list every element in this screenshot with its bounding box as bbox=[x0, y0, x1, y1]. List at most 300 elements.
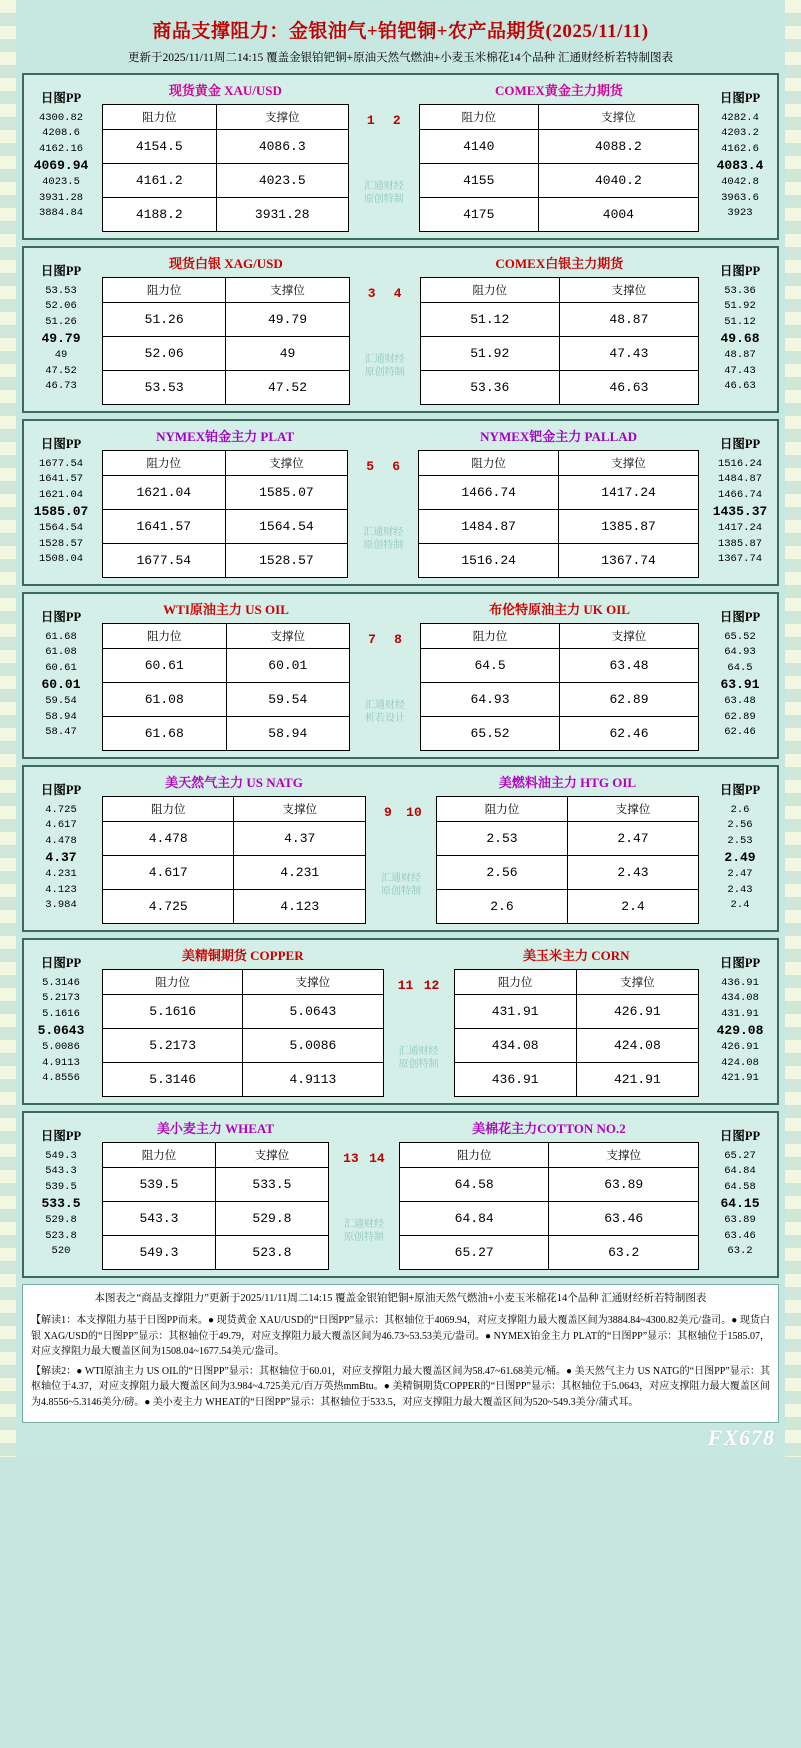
right-0-pp-value: 4282.4 bbox=[721, 111, 759, 124]
left-1-panel bbox=[98, 248, 354, 411]
right-1-support-value: 47.43 bbox=[559, 337, 698, 371]
left-4-pp-value: 4.478 bbox=[45, 834, 77, 847]
left-3-resistance-value: 61.68 bbox=[103, 717, 227, 751]
right-0-pp-value: 3963.6 bbox=[721, 191, 759, 204]
left-6-resistance-value: 539.5 bbox=[103, 1168, 216, 1202]
right-3-pp-value: 65.52 bbox=[724, 630, 756, 643]
left-2-resistance-header: 阻力位 bbox=[103, 451, 226, 476]
right-4-support-value: 2.43 bbox=[567, 856, 698, 890]
right-5-support-value: 426.91 bbox=[576, 995, 698, 1029]
right-3-panel bbox=[416, 594, 703, 757]
right-4-pp-value: 2.53 bbox=[727, 834, 753, 847]
left-3-support-value: 60.01 bbox=[226, 649, 350, 683]
brand-watermark: FX678 bbox=[707, 1425, 775, 1451]
right-5-support-value: 424.08 bbox=[576, 1029, 698, 1063]
right-5-pp-value: 424.08 bbox=[721, 1056, 759, 1069]
left-3-title: WTI原油主力 US OIL bbox=[163, 602, 289, 617]
right-6-panel bbox=[395, 1113, 703, 1276]
right-4-resistance-value: 2.6 bbox=[436, 890, 567, 924]
left-4-support-value: 4.123 bbox=[234, 890, 365, 924]
left-1-pp-value: 53.53 bbox=[45, 284, 77, 297]
table-row bbox=[103, 683, 350, 717]
left-6-pp-value: 529.8 bbox=[45, 1214, 77, 1227]
right-3-pp-value: 64.93 bbox=[724, 646, 756, 659]
left-2-table bbox=[102, 450, 348, 578]
left-1-resistance-value: 51.26 bbox=[103, 303, 226, 337]
mid-index-column-4 bbox=[370, 767, 432, 930]
table-row bbox=[103, 1029, 384, 1063]
left-5-support-value: 5.0086 bbox=[243, 1029, 383, 1063]
right-4-pp-value: 2.49 bbox=[724, 850, 756, 866]
filmstrip-left-edge bbox=[0, 0, 16, 1457]
right-1-pp-column bbox=[703, 248, 777, 411]
left-2-support-header: 支撑位 bbox=[225, 451, 348, 476]
right-1-resistance-value: 53.36 bbox=[420, 371, 559, 405]
left-0-resistance-value: 4161.2 bbox=[103, 164, 217, 198]
left-6-resistance-value: 543.3 bbox=[103, 1202, 216, 1236]
left-1-resistance-value: 53.53 bbox=[103, 371, 226, 405]
left-3-resistance-value: 60.61 bbox=[103, 649, 227, 683]
right-4-pp-value: 2.47 bbox=[727, 868, 753, 881]
left-5-pp-label: 日图PP bbox=[40, 955, 82, 970]
left-5-pp-value: 5.0086 bbox=[42, 1041, 80, 1054]
table-row bbox=[420, 337, 698, 371]
table-row bbox=[399, 1202, 698, 1236]
left-0-pp-column bbox=[24, 75, 98, 238]
table-row bbox=[399, 1168, 698, 1202]
left-0-pp-value: 4162.16 bbox=[38, 142, 84, 155]
table-row bbox=[103, 890, 366, 924]
left-1-support-value: 47.52 bbox=[226, 371, 349, 405]
mid-index-column-5 bbox=[388, 940, 450, 1103]
left-0-title: 现货黄金 XAU/USD bbox=[168, 83, 282, 98]
right-5-panel bbox=[450, 940, 703, 1103]
left-3-pp-value: 58.94 bbox=[45, 710, 77, 723]
left-4-resistance-value: 4.617 bbox=[103, 856, 234, 890]
left-4-support-value: 4.37 bbox=[234, 822, 365, 856]
left-0-pp-value: 4069.94 bbox=[33, 158, 89, 174]
right-6-pp-value: 63.2 bbox=[727, 1245, 753, 1258]
left-1-pp-value: 47.52 bbox=[45, 364, 77, 377]
right-0-support-header: 支撑位 bbox=[538, 105, 698, 130]
right-5-pp-value: 436.91 bbox=[721, 976, 759, 989]
right-4-table bbox=[436, 796, 699, 924]
table-row bbox=[436, 856, 698, 890]
right-3-pp-value: 64.5 bbox=[727, 661, 753, 674]
right-0-resistance-value: 4140 bbox=[419, 130, 538, 164]
left-6-support-value: 523.8 bbox=[215, 1236, 328, 1270]
left-6-pp-value: 533.5 bbox=[41, 1196, 81, 1212]
left-0-resistance-header: 阻力位 bbox=[103, 105, 217, 130]
right-6-resistance-value: 64.84 bbox=[399, 1202, 549, 1236]
right-4-resistance-header: 阻力位 bbox=[436, 797, 567, 822]
left-3-pp-column bbox=[24, 594, 98, 757]
right-5-title: 美玉米主力 CORN bbox=[523, 948, 630, 963]
mid-index-column-2 bbox=[352, 421, 414, 584]
notes-panel bbox=[22, 1284, 779, 1423]
table-row bbox=[454, 995, 698, 1029]
left-0-resistance-value: 4188.2 bbox=[103, 198, 217, 232]
right-5-resistance-value: 436.91 bbox=[454, 1063, 576, 1097]
table-row bbox=[421, 649, 699, 683]
left-1-pp-value: 51.26 bbox=[45, 315, 77, 328]
center-watermark: 汇通财经 原创特制 bbox=[363, 526, 404, 551]
left-4-resistance-value: 4.725 bbox=[103, 890, 234, 924]
left-2-resistance-value: 1641.57 bbox=[103, 510, 226, 544]
right-1-pp-value: 48.87 bbox=[724, 349, 756, 362]
instrument-block bbox=[22, 73, 779, 240]
left-2-pp-value: 1564.54 bbox=[38, 522, 84, 535]
left-0-pp-value: 3884.84 bbox=[38, 207, 84, 220]
left-4-panel bbox=[98, 767, 370, 930]
right-6-support-value: 63.46 bbox=[549, 1202, 699, 1236]
left-0-support-value: 4023.5 bbox=[216, 164, 348, 198]
left-4-pp-value: 4.123 bbox=[45, 883, 77, 896]
notes-header: 本图表之“商品支撑阻力”更新于2025/11/11周二14:15 覆盖金银铂钯铜+原油天然气燃油+小麦玉米棉花14个品种 汇通财经析若特制图表 bbox=[94, 1293, 707, 1304]
blocks-container bbox=[16, 73, 785, 1278]
left-0-panel bbox=[98, 75, 353, 238]
block-index: 13 bbox=[343, 1150, 359, 1166]
left-5-support-header: 支撑位 bbox=[243, 970, 383, 995]
left-2-title: NYMEX铂金主力 PLAT bbox=[156, 429, 295, 444]
table-row bbox=[103, 649, 350, 683]
right-3-pp-column bbox=[703, 594, 777, 757]
right-3-resistance-value: 64.93 bbox=[421, 683, 560, 717]
right-2-pp-value: 1484.87 bbox=[717, 473, 763, 486]
right-0-table bbox=[419, 104, 699, 232]
left-4-pp-value: 4.231 bbox=[45, 868, 77, 881]
left-6-pp-column bbox=[24, 1113, 98, 1276]
right-3-support-value: 62.89 bbox=[560, 683, 699, 717]
right-2-support-value: 1367.74 bbox=[559, 544, 699, 578]
right-4-resistance-value: 2.53 bbox=[436, 822, 567, 856]
left-1-pp-label: 日图PP bbox=[40, 263, 82, 278]
right-3-pp-value: 63.48 bbox=[724, 695, 756, 708]
block-index: 12 bbox=[423, 977, 440, 993]
left-4-support-header: 支撑位 bbox=[234, 797, 365, 822]
table-row bbox=[103, 544, 348, 578]
right-0-resistance-value: 4175 bbox=[419, 198, 538, 232]
right-1-pp-value: 47.43 bbox=[724, 364, 756, 377]
left-1-pp-column bbox=[24, 248, 98, 411]
instrument-block bbox=[22, 765, 779, 932]
table-row bbox=[103, 198, 349, 232]
left-3-support-value: 59.54 bbox=[226, 683, 350, 717]
right-3-resistance-value: 64.5 bbox=[421, 649, 560, 683]
left-2-panel bbox=[98, 421, 352, 584]
left-6-table bbox=[102, 1142, 329, 1270]
mid-index-column-1 bbox=[354, 248, 416, 411]
block-index: 7 bbox=[368, 631, 376, 647]
center-watermark: 汇通财经 原创特制 bbox=[380, 872, 421, 897]
table-row bbox=[103, 1236, 329, 1270]
block-index: 9 bbox=[384, 804, 392, 820]
table-row bbox=[436, 890, 698, 924]
right-6-pp-column bbox=[703, 1113, 777, 1276]
right-1-resistance-value: 51.12 bbox=[420, 303, 559, 337]
instrument-block bbox=[22, 938, 779, 1105]
right-3-pp-value: 62.46 bbox=[724, 726, 756, 739]
left-6-pp-value: 520 bbox=[51, 1245, 71, 1258]
right-6-pp-value: 64.15 bbox=[720, 1196, 760, 1212]
right-1-pp-value: 51.92 bbox=[724, 300, 756, 313]
right-2-title: NYMEX钯金主力 PALLAD bbox=[480, 429, 638, 444]
right-5-pp-value: 429.08 bbox=[716, 1023, 764, 1039]
table-row bbox=[103, 1168, 329, 1202]
instrument-block bbox=[22, 419, 779, 586]
left-1-support-value: 49 bbox=[226, 337, 349, 371]
left-2-resistance-value: 1677.54 bbox=[103, 544, 226, 578]
right-4-support-header: 支撑位 bbox=[567, 797, 698, 822]
right-4-pp-value: 2.6 bbox=[730, 803, 750, 816]
left-2-pp-value: 1677.54 bbox=[38, 457, 84, 470]
left-2-pp-value: 1508.04 bbox=[38, 553, 84, 566]
table-row bbox=[103, 130, 349, 164]
right-0-resistance-header: 阻力位 bbox=[419, 105, 538, 130]
left-3-resistance-header: 阻力位 bbox=[103, 624, 227, 649]
left-1-resistance-header: 阻力位 bbox=[103, 278, 226, 303]
left-5-support-value: 5.0643 bbox=[243, 995, 383, 1029]
block-index: 4 bbox=[393, 285, 402, 301]
left-3-table bbox=[102, 623, 350, 751]
table-row bbox=[103, 856, 366, 890]
left-6-panel bbox=[98, 1113, 333, 1276]
right-1-support-value: 48.87 bbox=[559, 303, 698, 337]
left-0-pp-value: 4023.5 bbox=[42, 176, 80, 189]
left-4-pp-column bbox=[24, 767, 98, 930]
notes-paragraph-1: 【解读1：本支撑阻力基于日图PP而来。● 现货黄金 XAU/USD的“日图PP”显示：其枢轴位于4069.94，对应支撑阻力最大覆盖区间为3884.84~4300.82美元/盎司。● 现货白银 XAG/USD的“日图PP”显示：其枢轴位于49.79，对应支撑阻力最大覆盖区间为46.73~53.53美元/盎司。● NYMEX铂金主力 PLAT的“日图PP”显示：其枢轴位于1585.07，对应支撑阻力最大覆盖区间为1508.04~1677.54美元/盎司。 bbox=[31, 1315, 770, 1358]
right-6-resistance-value: 65.27 bbox=[399, 1236, 549, 1270]
right-0-pp-value: 4203.2 bbox=[721, 127, 759, 140]
right-3-pp-value: 63.91 bbox=[720, 677, 760, 693]
table-row bbox=[103, 303, 350, 337]
center-watermark: 汇通财经 析若设计 bbox=[365, 699, 406, 724]
block-index: 10 bbox=[406, 804, 422, 820]
right-4-resistance-value: 2.56 bbox=[436, 856, 567, 890]
left-4-table bbox=[102, 796, 366, 924]
right-0-pp-value: 4162.6 bbox=[721, 142, 759, 155]
center-watermark: 汇通财经 原创特制 bbox=[363, 180, 404, 205]
left-1-table bbox=[102, 277, 350, 405]
notes-paragraph-2: 【解读2：● WTI原油主力 US OIL的“日图PP”显示：其枢轴位于60.01，对应支撑阻力最大覆盖区间为58.47~61.68美元/桶。● 美天然气主力 US NATG的“日图PP”显示：其枢轴位于4.37，对应支撑阻力最大覆盖区间为3.984~4.725美元/百万英热mmBtu。● 美精铜期货COPPER的“日图PP”显示：其枢轴位于5.0643，对应支撑阻力最大覆盖区间为4.8556~5.3146美分/磅。● 美小麦主力 WHEAT的“日图PP”显示：其枢轴位于533.5，对应支撑阻力最大覆盖区间为520~549.3美分/蒲式耳。 bbox=[31, 1365, 770, 1408]
left-1-resistance-value: 52.06 bbox=[103, 337, 226, 371]
table-row bbox=[419, 544, 699, 578]
right-6-pp-label: 日图PP bbox=[719, 1128, 761, 1143]
table-row bbox=[399, 1236, 698, 1270]
center-watermark: 汇通财经 原创特制 bbox=[398, 1045, 439, 1070]
left-3-pp-value: 61.08 bbox=[45, 646, 77, 659]
left-5-panel bbox=[98, 940, 388, 1103]
right-5-support-value: 421.91 bbox=[576, 1063, 698, 1097]
right-5-pp-value: 434.08 bbox=[721, 992, 759, 1005]
left-5-resistance-value: 5.3146 bbox=[103, 1063, 243, 1097]
left-4-pp-value: 4.725 bbox=[45, 803, 77, 816]
table-row bbox=[419, 510, 699, 544]
page-subtitle: 更新于2025/11/11周二14:15 覆盖金银铂钯铜+原油天然气燃油+小麦玉米棉花14个品种 汇通财经析若特制图表 bbox=[128, 52, 673, 64]
right-5-resistance-value: 431.91 bbox=[454, 995, 576, 1029]
right-4-pp-column bbox=[703, 767, 777, 930]
right-3-resistance-value: 65.52 bbox=[421, 717, 560, 751]
right-3-support-header: 支撑位 bbox=[560, 624, 699, 649]
right-2-table bbox=[418, 450, 699, 578]
right-5-table bbox=[454, 969, 699, 1097]
right-6-support-value: 63.2 bbox=[549, 1236, 699, 1270]
right-4-pp-value: 2.4 bbox=[730, 899, 750, 912]
left-1-support-header: 支撑位 bbox=[226, 278, 349, 303]
left-4-resistance-value: 4.478 bbox=[103, 822, 234, 856]
instrument-block bbox=[22, 592, 779, 759]
left-3-pp-value: 59.54 bbox=[45, 695, 77, 708]
left-0-pp-value: 4300.82 bbox=[38, 111, 84, 124]
filmstrip-right-edge bbox=[785, 0, 801, 1457]
right-3-support-value: 63.48 bbox=[560, 649, 699, 683]
left-6-pp-value: 523.8 bbox=[45, 1229, 77, 1242]
right-2-resistance-value: 1466.74 bbox=[419, 476, 559, 510]
left-6-resistance-value: 549.3 bbox=[103, 1236, 216, 1270]
left-2-pp-value: 1641.57 bbox=[38, 473, 84, 486]
table-row bbox=[419, 164, 698, 198]
left-4-resistance-header: 阻力位 bbox=[103, 797, 234, 822]
right-6-pp-value: 63.89 bbox=[724, 1214, 756, 1227]
left-4-pp-label: 日图PP bbox=[40, 782, 82, 797]
left-6-pp-value: 543.3 bbox=[45, 1165, 77, 1178]
right-6-table bbox=[399, 1142, 699, 1270]
right-5-pp-label: 日图PP bbox=[719, 955, 761, 970]
right-1-pp-value: 53.36 bbox=[724, 284, 756, 297]
center-watermark: 汇通财经 原创特制 bbox=[343, 1218, 384, 1243]
left-4-title: 美天然气主力 US NATG bbox=[165, 775, 303, 790]
left-0-table bbox=[102, 104, 349, 232]
left-1-pp-value: 49 bbox=[54, 349, 68, 362]
block-index: 11 bbox=[397, 977, 414, 993]
table-row bbox=[420, 371, 698, 405]
block-index: 1 bbox=[366, 112, 375, 128]
left-5-pp-value: 5.2173 bbox=[42, 992, 80, 1005]
left-0-support-value: 4086.3 bbox=[216, 130, 348, 164]
right-6-pp-value: 64.58 bbox=[724, 1180, 756, 1193]
left-3-resistance-value: 61.08 bbox=[103, 683, 227, 717]
left-2-resistance-value: 1621.04 bbox=[103, 476, 226, 510]
right-4-support-value: 2.4 bbox=[567, 890, 698, 924]
left-5-pp-column bbox=[24, 940, 98, 1103]
right-2-pp-value: 1385.87 bbox=[717, 537, 763, 550]
table-row bbox=[103, 1202, 329, 1236]
right-6-pp-value: 64.84 bbox=[724, 1165, 756, 1178]
left-2-pp-column bbox=[24, 421, 98, 584]
right-1-resistance-value: 51.92 bbox=[420, 337, 559, 371]
left-5-pp-value: 4.9113 bbox=[42, 1056, 80, 1069]
left-1-support-value: 49.79 bbox=[226, 303, 349, 337]
mid-index-column-3 bbox=[354, 594, 416, 757]
left-3-pp-label: 日图PP bbox=[40, 609, 82, 624]
instrument-block bbox=[22, 1111, 779, 1278]
right-4-panel bbox=[432, 767, 703, 930]
left-0-pp-value: 4208.6 bbox=[42, 127, 80, 140]
right-2-pp-label: 日图PP bbox=[719, 436, 761, 451]
right-0-pp-value: 3923 bbox=[727, 207, 753, 220]
table-row bbox=[419, 130, 698, 164]
left-5-pp-value: 5.0643 bbox=[37, 1023, 85, 1039]
right-0-panel bbox=[415, 75, 703, 238]
right-6-title: 美棉花主力COTTON NO.2 bbox=[472, 1121, 626, 1136]
right-5-support-header: 支撑位 bbox=[576, 970, 698, 995]
table-row bbox=[436, 822, 698, 856]
center-watermark: 汇通财经 原创特制 bbox=[364, 353, 405, 378]
right-2-pp-value: 1417.24 bbox=[717, 522, 763, 535]
left-2-support-value: 1564.54 bbox=[225, 510, 348, 544]
left-3-support-value: 58.94 bbox=[226, 717, 350, 751]
right-2-panel bbox=[414, 421, 703, 584]
right-6-support-header: 支撑位 bbox=[549, 1143, 699, 1168]
right-1-title: COMEX白银主力期货 bbox=[495, 256, 624, 271]
right-0-support-value: 4040.2 bbox=[538, 164, 698, 198]
left-0-support-header: 支撑位 bbox=[216, 105, 348, 130]
left-3-pp-value: 60.01 bbox=[41, 677, 81, 693]
left-3-panel bbox=[98, 594, 354, 757]
right-3-pp-label: 日图PP bbox=[719, 609, 761, 624]
right-1-pp-value: 49.68 bbox=[720, 331, 760, 347]
right-6-resistance-value: 64.58 bbox=[399, 1168, 549, 1202]
right-2-resistance-value: 1516.24 bbox=[419, 544, 559, 578]
right-3-title: 布伦特原油主力 UK OIL bbox=[489, 602, 630, 617]
right-6-support-value: 63.89 bbox=[549, 1168, 699, 1202]
left-5-resistance-header: 阻力位 bbox=[103, 970, 243, 995]
right-2-resistance-header: 阻力位 bbox=[419, 451, 559, 476]
left-5-title: 美精铜期货 COPPER bbox=[181, 948, 304, 963]
right-2-pp-value: 1435.37 bbox=[712, 504, 768, 520]
mid-index-column-0 bbox=[353, 75, 415, 238]
right-5-pp-value: 421.91 bbox=[721, 1072, 759, 1085]
right-0-support-value: 4088.2 bbox=[538, 130, 698, 164]
right-3-pp-value: 62.89 bbox=[724, 710, 756, 723]
left-6-support-value: 529.8 bbox=[215, 1202, 328, 1236]
left-2-pp-label: 日图PP bbox=[40, 436, 82, 451]
right-1-panel bbox=[416, 248, 703, 411]
right-0-pp-value: 4083.4 bbox=[716, 158, 764, 174]
left-0-resistance-value: 4154.5 bbox=[103, 130, 217, 164]
table-row bbox=[420, 303, 698, 337]
left-5-resistance-value: 5.2173 bbox=[103, 1029, 243, 1063]
right-3-support-value: 62.46 bbox=[560, 717, 699, 751]
left-5-pp-value: 5.1616 bbox=[42, 1007, 80, 1020]
block-index: 14 bbox=[369, 1150, 385, 1166]
left-6-resistance-header: 阻力位 bbox=[103, 1143, 216, 1168]
block-index: 6 bbox=[392, 458, 401, 474]
table-row bbox=[103, 1063, 384, 1097]
right-6-pp-value: 65.27 bbox=[724, 1149, 756, 1162]
right-0-support-value: 4004 bbox=[538, 198, 698, 232]
right-0-resistance-value: 4155 bbox=[419, 164, 538, 198]
right-2-pp-value: 1367.74 bbox=[717, 553, 763, 566]
left-4-pp-value: 4.37 bbox=[45, 850, 77, 866]
left-3-pp-value: 58.47 bbox=[45, 726, 77, 739]
left-4-pp-value: 3.984 bbox=[45, 899, 77, 912]
left-6-title: 美小麦主力 WHEAT bbox=[156, 1121, 275, 1136]
table-row bbox=[421, 683, 699, 717]
left-1-title: 现货白银 XAG/USD bbox=[168, 256, 283, 271]
left-1-pp-value: 46.73 bbox=[45, 380, 77, 393]
right-0-pp-column bbox=[703, 75, 777, 238]
right-1-resistance-header: 阻力位 bbox=[420, 278, 559, 303]
instrument-block bbox=[22, 246, 779, 413]
table-row bbox=[419, 198, 698, 232]
right-1-table bbox=[420, 277, 699, 405]
right-6-resistance-header: 阻力位 bbox=[399, 1143, 549, 1168]
right-4-support-value: 2.47 bbox=[567, 822, 698, 856]
right-4-title: 美燃料油主力 HTG OIL bbox=[498, 775, 637, 790]
left-5-pp-value: 5.3146 bbox=[42, 976, 80, 989]
right-4-pp-label: 日图PP bbox=[719, 782, 761, 797]
